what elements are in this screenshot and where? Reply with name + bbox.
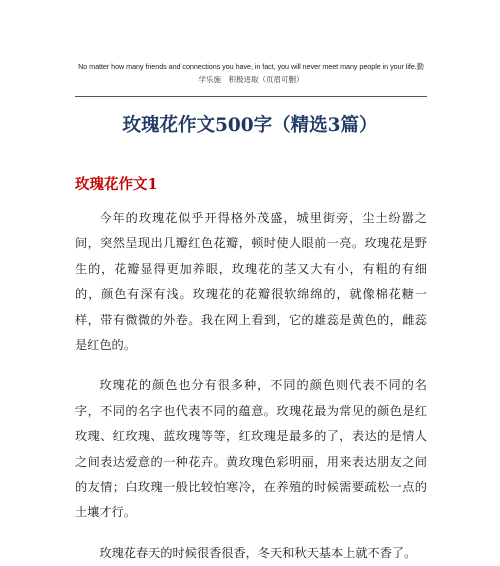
header-divider <box>75 96 427 97</box>
page-header <box>75 62 427 86</box>
paragraph-1: 今年的玫瑰花似乎开得格外茂盛，城里街旁，尘土纷嚣之间，突然呈现出几瓣红色花瓣，顿时使人眼前一亮。玫瑰花是野生的，花瓣显得更加养眼，玫瑰花的茎又大有小，有粗的有细的，颜色有深有浅。玫瑰花的花瓣很软绵绵的，就像棉花糖一样，带有微微的外卷。我在网上看到，它的雄蕊是黄色的，雌蕊是红色的。 <box>75 211 427 353</box>
paragraph-2: 玫瑰花的颜色也分有很多种，不同的颜色则代表不同的名字，不同的名字也代表不同的蕴意。玫瑰花最为常见的颜色是红玫瑰、红玫瑰、蓝玫瑰等等，红玫瑰是最多的了，表达的是情人之间表达爱意的一种花卉。黄玫瑰色彩明丽，用来表达朋友之间的友情；白玫瑰一般比较怕寒冷，在养殖的时候需要疏松一点的土壤才行。 <box>75 378 427 520</box>
document-title: 玫瑰花作文500字（精选3篇） <box>122 115 378 136</box>
header-english-line: No matter how many friends and connections you have, in fact, you will never meet many people in your life.勤 <box>78 62 424 71</box>
section-heading: 玫瑰花作文1 <box>75 176 158 193</box>
document-body <box>75 206 427 566</box>
header-chinese-line: 学乐施 积极进取（页眉可删） <box>198 75 304 84</box>
paragraph-3: 玫瑰花春天的时候很香很香，冬天和秋天基本上就不香了。 <box>99 545 417 560</box>
